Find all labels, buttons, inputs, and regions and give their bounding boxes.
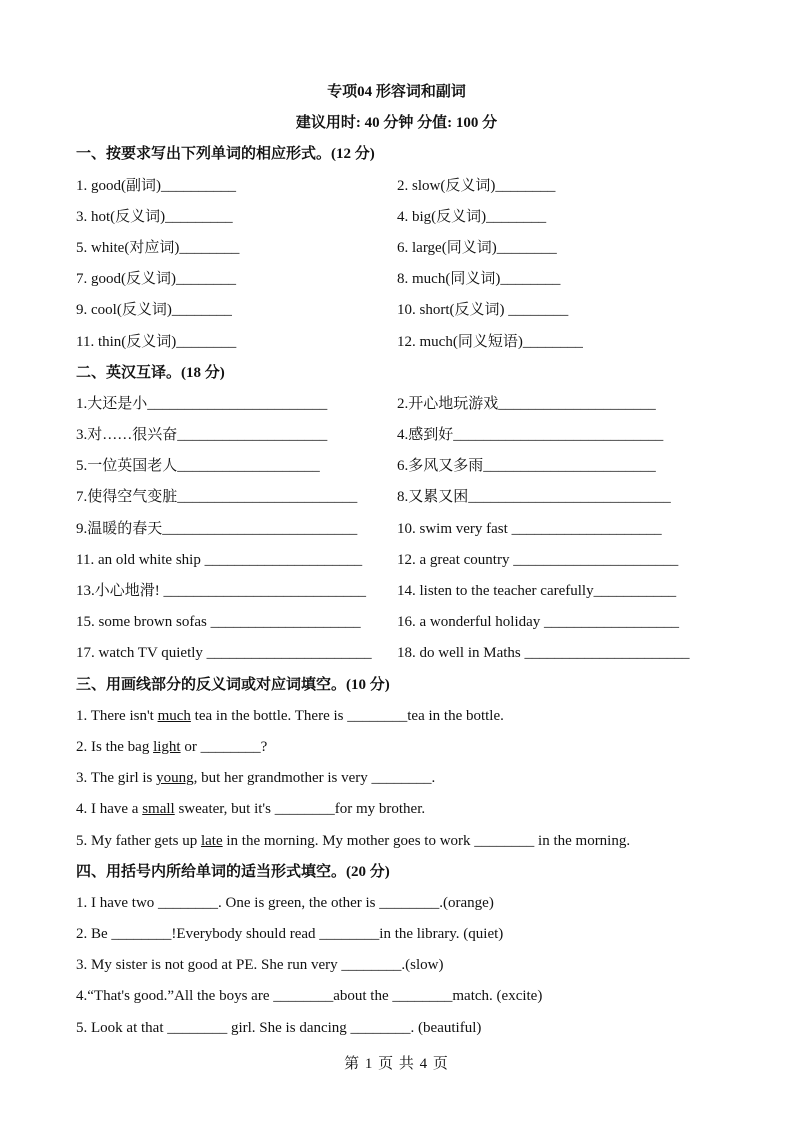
question-text: 4. I have a: [76, 801, 143, 818]
question-item: 5.一位英国老人___________________: [76, 458, 320, 475]
question-row: [76, 420, 726, 451]
question-item: 3. My sister is not good at PE. She run very ________.(slow): [76, 957, 444, 974]
section-2-items: [76, 389, 726, 670]
section-2-heading: 二、英汉互译。(18 分): [76, 364, 225, 381]
question-item: 15. some brown sofas ____________________: [76, 614, 361, 631]
question-item: 18. do well in Maths ______________________: [397, 645, 690, 662]
question-item: 11. an old white ship _____________________: [76, 551, 363, 568]
question-item: 2.开心地玩游戏_____________________: [397, 395, 656, 412]
question-item: 9. cool(反义词)________: [76, 302, 232, 319]
question-row: [76, 545, 726, 576]
question-item: 6. large(同义词)________: [397, 239, 557, 256]
question-item: 8. much(同义词)________: [397, 271, 561, 288]
underlined-word: young: [156, 770, 194, 787]
question-row: [76, 327, 726, 358]
question-row: [76, 451, 726, 482]
underlined-word: small: [142, 801, 175, 818]
section-1-items: [76, 171, 726, 358]
question-row: [76, 607, 726, 638]
question-item: [76, 826, 726, 857]
question-item: [76, 732, 726, 763]
question-text: 2. Is the bag: [76, 738, 154, 755]
question-row: [76, 233, 726, 264]
question-item: 6.多风又多雨_______________________: [397, 458, 656, 475]
question-item: 10. short(反义词) ________: [397, 302, 569, 319]
question-item: 5. white(对应词)________: [76, 239, 240, 256]
question-row: [76, 482, 726, 513]
underlined-word: much: [157, 707, 191, 724]
question-row: [76, 638, 726, 669]
worksheet-content: [76, 77, 726, 1044]
question-text: 5. My father gets up: [76, 832, 201, 849]
question-item: 3.对……很兴奋____________________: [76, 427, 328, 444]
section-3-items: [76, 701, 726, 857]
question-item: 16. a wonderful holiday __________________: [397, 614, 680, 631]
question-item: [76, 701, 726, 732]
question-item: 7.使得空气变脏________________________: [76, 489, 358, 506]
question-row: [76, 264, 726, 295]
question-item: 7. good(反义词)________: [76, 271, 236, 288]
question-text: 1. There isn't: [76, 707, 158, 724]
question-item: 17. watch TV quietly ______________________: [76, 645, 372, 662]
question-text: in the morning. My mother goes to work ________ in the morning.: [222, 832, 631, 849]
section-4-heading: 四、用括号内所给单词的适当形式填空。(20 分): [76, 863, 390, 880]
question-row: [76, 389, 726, 420]
question-item: 3. hot(反义词)_________: [76, 208, 233, 225]
question-text: or ________?: [180, 738, 268, 755]
question-item: [76, 794, 726, 825]
section-1-heading: 一、按要求写出下列单词的相应形式。(12 分): [76, 146, 375, 163]
question-item: 8.又累又困___________________________: [397, 489, 671, 506]
question-row: [76, 295, 726, 326]
question-row: [76, 576, 726, 607]
question-item: 1. I have two ________. One is green, the other is ________.(orange): [76, 894, 494, 911]
question-text: sweater, but it's ________for my brother.: [174, 801, 426, 818]
question-item: 11. thin(反义词)________: [76, 333, 237, 350]
underlined-word: late: [200, 832, 223, 849]
question-row: [76, 514, 726, 545]
question-item: 14. listen to the teacher carefully___________: [397, 583, 677, 599]
question-item: 2. slow(反义词)________: [397, 177, 556, 194]
question-item: 1.大还是小________________________: [76, 395, 328, 412]
page-title: 专项04 形容词和副词: [327, 84, 466, 100]
question-item: 2. Be ________!Everybody should read ________in the library. (quiet): [76, 926, 504, 943]
question-item: 4.感到好____________________________: [397, 427, 664, 444]
question-text: , but her grandmother is very ________.: [193, 770, 436, 787]
question-item: 9.温暖的春天__________________________: [76, 520, 358, 537]
question-item: 5. Look at that ________ girl. She is dancing ________. (beautiful): [76, 1019, 482, 1036]
question-text: tea in the bottle. There is ________tea in the bottle.: [190, 707, 504, 724]
question-item: 10. swim very fast ____________________: [397, 520, 662, 537]
page-footer: 第 1 页 共 4 页: [344, 1056, 449, 1072]
page-subtitle: 建议用时: 40 分钟 分值: 100 分: [295, 115, 498, 132]
underlined-word: light: [153, 738, 181, 755]
question-item: [76, 763, 726, 794]
question-item: 4.“That's good.”All the boys are ________about the ________match. (excite): [76, 988, 543, 1005]
question-item: 13.小心地滑! ___________________________: [76, 583, 366, 599]
question-text: 3. The girl is: [76, 770, 157, 787]
question-row: [76, 202, 726, 233]
question-item: 12. a great country ______________________: [397, 551, 679, 568]
section-4-items: [76, 888, 726, 1044]
question-row: [76, 171, 726, 202]
section-3-heading: 三、用画线部分的反义词或对应词填空。(10 分): [76, 676, 390, 693]
question-item: 1. good(副词)__________: [76, 177, 236, 194]
question-item: 12. much(同义短语)________: [397, 333, 583, 350]
question-item: 4. big(反义词)________: [397, 208, 547, 225]
